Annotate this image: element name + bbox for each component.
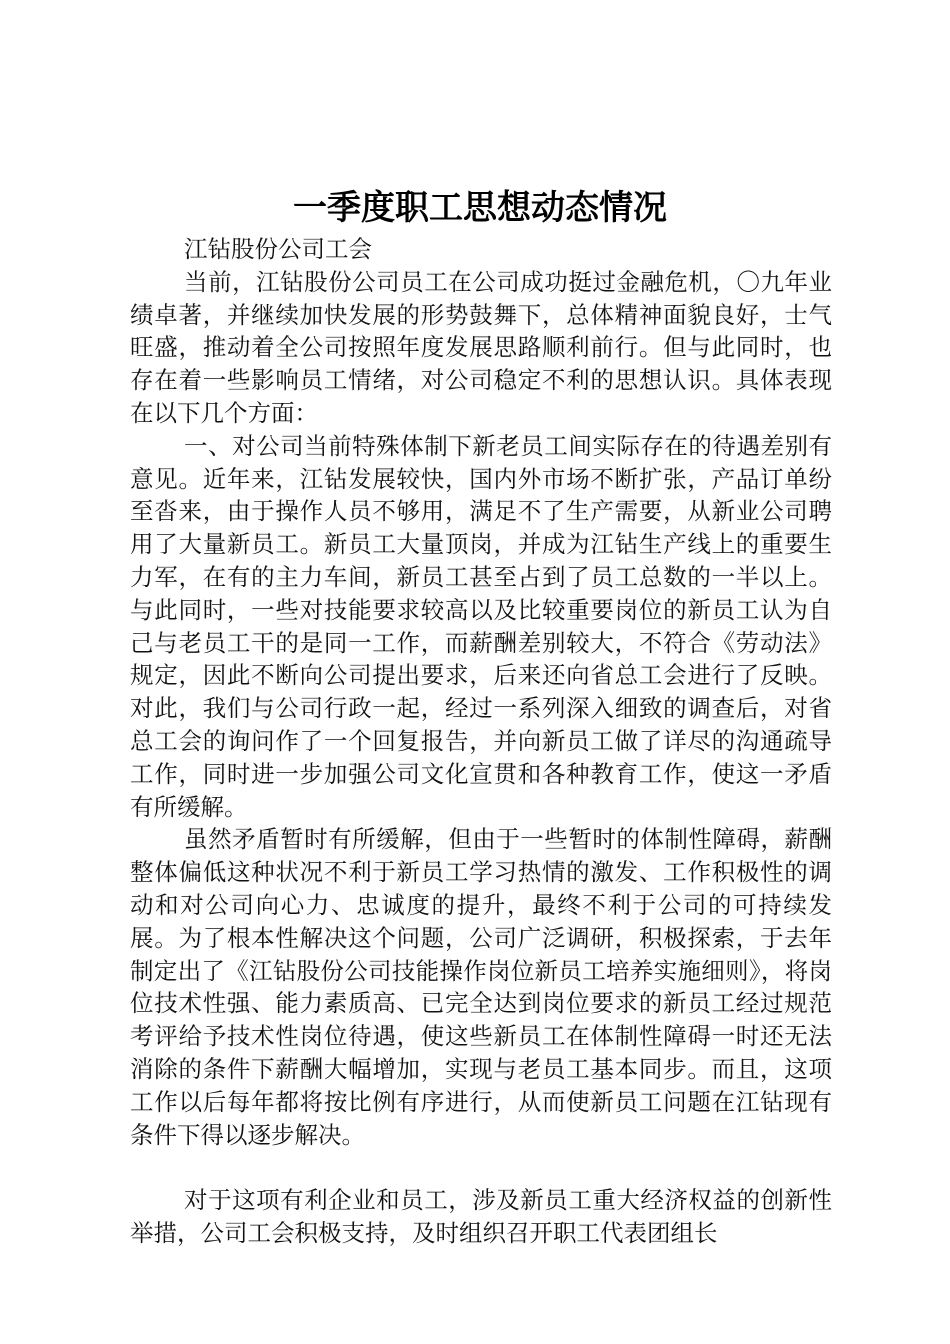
paragraph-followup: 虽然矛盾暂时有所缓解，但由于一些暂时的体制性障碍，薪酬整体偏低这种状况不利于新员工学习热情的激发、工作积极性的调动和对公司向心力、忠诚度的提升，最终不利于公司的可持续发展。为了根本性解决这个问题，公司广泛调研，积极探索，于去年制定出了《江钻股份公司技能操作岗位新员工培养实施细则》，将岗位技术性强、能力素质高、已完全达到岗位要求的新员工经过规范考评给予技术性岗位待遇，使这些新员工在体制性障碍一时还无法消除的条件下薪酬大幅增加，实现与老员工基本同步。而且，这项工作以后每年都将按比例有序进行，从而使新员工问题在江钻现有条件下得以逐步解决。 <box>130 825 832 1149</box>
paragraph-intro: 当前，江钻股份公司员工在公司成功挺过金融危机，〇九年业绩卓著，并继续加快发展的形势鼓舞下，总体精神面貌良好，士气旺盛，推动着全公司按照年度发展思路顺利前行。但与此同时，也存在着一些影响员工情绪，对公司稳定不利的思想认识。具体表现在以下几个方面： <box>130 267 832 427</box>
paragraph-section-one: 一、对公司当前特殊体制下新老员工间实际存在的待遇差别有意见。近年来，江钻发展较快，国内外市场不断扩张，产品订单纷至沓来，由于操作人员不够用，满足不了生产需要，从新业公司聘用了大量新员工。新员工大量顶岗，并成为江钻生产线上的重要生力军，在有的主力车间，新员工甚至占到了员工总数的一半以上。与此同时，一些对技能要求较高以及比较重要岗位的新员工认为自己与老员工干的是同一工作，而薪酬差别较大，不符合《劳动法》规定，因此不断向公司提出要求，后来还向省总工会进行了反映。对此，我们与公司行政一起，经过一系列深入细致的调查后，对省总工会的询问作了一个回复报告，并向新员工做了详尽的沟通疏导工作，同时进一步加强公司文化宣贯和各种教育工作，使这一矛盾有所缓解。 <box>130 431 832 821</box>
document-body <box>130 233 832 1250</box>
author-line: 江钻股份公司工会 <box>184 235 373 263</box>
document-title: 一季度职工思想动态情况 <box>293 188 667 228</box>
paragraph-union-support: 对于这项有利企业和员工，涉及新员工重大经济权益的创新性举措，公司工会积极支持，及时组织召开职工代表团组长 <box>130 1186 832 1247</box>
